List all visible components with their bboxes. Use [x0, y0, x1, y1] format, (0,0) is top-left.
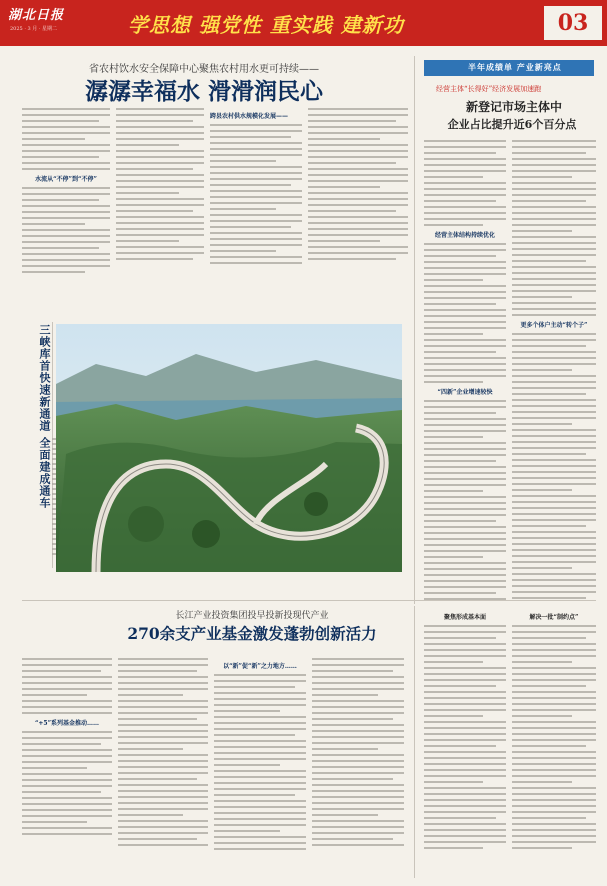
- lead-body-col-1: [22, 108, 110, 318]
- side-story-title: 三峡库首快速新通道 全面建成通车: [38, 324, 51, 509]
- column-divider: [414, 606, 415, 878]
- lead-body-col-2: [116, 108, 204, 318]
- right-subhead: 更多个体户主动“转个子”: [520, 322, 588, 329]
- masthead-slogan: 学思想 强党性 重实践 建新功: [128, 13, 404, 37]
- newspaper-logo: 湖北日报: [8, 8, 65, 23]
- right-title-line2: 企业占比提升近6个百分点: [447, 118, 577, 131]
- masthead-date: 2025 · 3 月 · 星期二: [10, 26, 58, 32]
- right-subhead: “四新”企业增速较快: [437, 389, 493, 396]
- bottom-right-col-1: [424, 612, 506, 878]
- bottom-right-head: 聚焦形成基本面: [443, 614, 486, 621]
- lead-body-col-3: [210, 108, 302, 318]
- bottom-title: 270余支产业基金激发蓬勃创新活力: [127, 624, 377, 643]
- bottom-right-col-2: [512, 612, 596, 878]
- bottom-body-col-4: [312, 658, 404, 878]
- column-divider: [414, 56, 415, 604]
- bottom-right-head: 解决一批“制约点”: [529, 614, 579, 621]
- page-number: 03: [544, 6, 602, 40]
- bottom-body-col-3: [214, 658, 306, 878]
- right-body-col-1: [424, 140, 506, 602]
- lead-title: 潺潺幸福水 滑滑润民心: [84, 78, 323, 105]
- section-divider: [22, 600, 596, 601]
- right-banner-label: 半年成绩单 产业新亮点: [468, 62, 562, 72]
- right-subhead: 经营主体结构持续优化: [434, 232, 495, 239]
- lead-subtitle: 省农村饮水安全保障中心聚焦农村用水更可持续——: [89, 64, 319, 75]
- bottom-kicker: 长江产业投资集团投早投新投现代产业: [175, 611, 329, 621]
- bottom-subhead: 以“新”促“新”之力地方……: [223, 663, 297, 670]
- lead-subhead: 跨县农村供水规模化发展——: [210, 113, 289, 120]
- lead-subhead: 水流从“不停”到“不停”: [35, 176, 97, 183]
- bottom-body-col-1: [22, 658, 112, 878]
- right-kicker: 经营主体“长得好”经济发展加速跑: [436, 85, 542, 93]
- side-story: [22, 322, 53, 568]
- bottom-body-col-2: [118, 658, 208, 878]
- lead-body-col-4: [308, 108, 408, 318]
- bottom-subhead: “+5”系列基金推动……: [34, 720, 100, 727]
- highway-photo: [56, 324, 402, 572]
- right-banner: [424, 60, 594, 76]
- right-body-col-2: [512, 140, 596, 602]
- right-title-line1: 新登记市场主体中: [465, 100, 562, 114]
